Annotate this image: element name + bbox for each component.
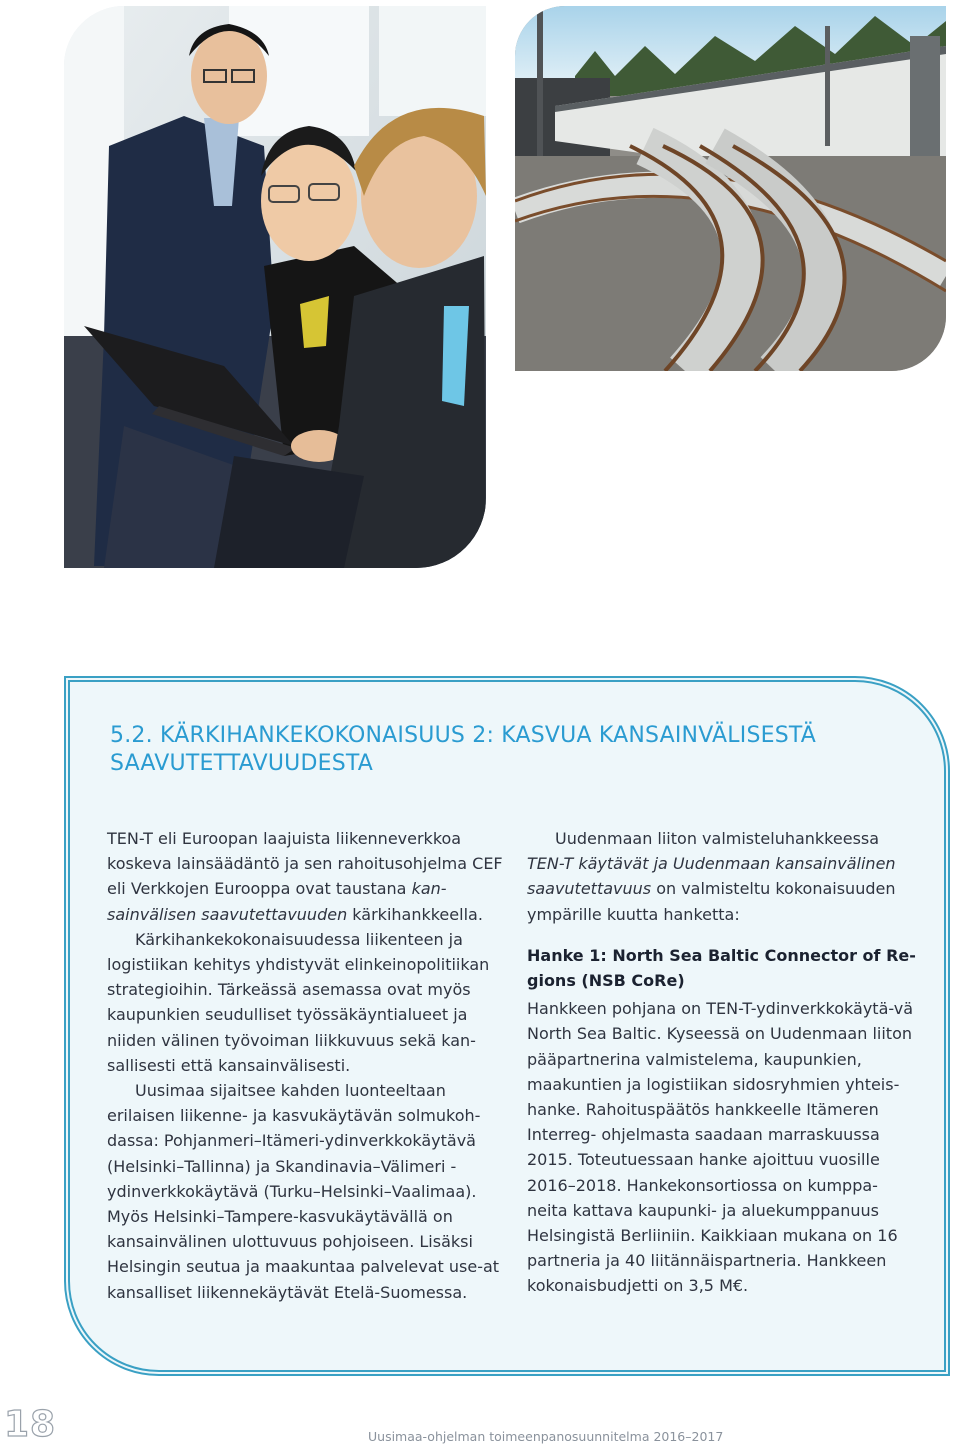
right-paragraph-1-text: Uudenmaan liiton valmisteluhankkeessa	[555, 829, 880, 848]
photo-people-with-laptop	[64, 6, 486, 568]
photo-railway-illustration	[515, 6, 946, 371]
section-title-line-1: 5.2. KÄRKIHANKEKOKONAISUUS 2: KASVUA KANSAINVÄLISESTÄ	[110, 723, 817, 748]
footer-document-title: Uusimaa-ohjelman toimeenpanosuunnitelma 2016–2017	[368, 1429, 724, 1444]
left-column	[107, 826, 507, 1305]
left-paragraph-1-end: kärkihankkeella.	[347, 904, 483, 924]
project-heading: Hanke 1: North Sea Baltic Connector of Re-gions (NSB CoRe)	[527, 945, 916, 991]
page-number: 18	[4, 1404, 57, 1445]
right-column	[527, 826, 917, 1299]
right-paragraph-1-italic: TEN-T käytävät ja Uudenmaan kansainvälinen saavutettavuus	[527, 854, 896, 899]
right-paragraph-1-end: on valmisteltu kokonaisuuden ympärille kuutta hanketta:	[527, 879, 896, 924]
left-paragraph-1	[107, 826, 507, 927]
info-box	[64, 676, 950, 1376]
section-title-line-2: SAAVUTETTAVUUDESTA	[110, 751, 374, 776]
left-paragraph-1-italic: kan-sainvälisen saavutettavuuden	[107, 879, 447, 924]
left-paragraph-1-text: TEN-T eli Euroopan laajuista liikenneverkkoa koskeva lainsäädäntö ja sen rahoitusohjelma CEF eli Verkkojen Eurooppa ovat taustana	[107, 829, 503, 899]
right-paragraph-2: Hankkeen pohjana on TEN-T-ydinverkkokäytä-vä North Sea Baltic. Kyseessä on Uudenmaan liiton pääpartnerina valmistelema, kaupunkien, maakuntien ja logistiikan sidosryhmien yhteis-hanke. Rahoituspäätös hankkeelle Itämeren Interreg- ohjelmasta saadaan marraskuussa 2015. Toteutuessaan hanke ajoittuu vuosille 2016–2018. Hankekonsortiossa on kumppa-neita kattava kaupunki- ja aluekumppanuus Helsingistä Berliiniin. Kaikkiaan mukana on 16 partneria ja 40 liitännäispartneria. Hankkeen kokonaisbudjetti on 3,5 M€.	[527, 999, 913, 1296]
left-paragraph-2: Kärkihankekokonaisuudessa liikenteen ja logistiikan kehitys yhdistyvät elinkeinopolitiikan strategioihin. Tärkeässä asemassa ovat myös kaupunkien seudulliset työssäkäyntialueet ja niiden välinen työvoiman liikkuvuus sekä kan-sallisesti että kansainvälisesti.	[107, 929, 490, 1075]
photo-people-illustration	[64, 6, 486, 568]
left-paragraph-3: Uusimaa sijaitsee kahden luonteeltaan erilaisen liikenne- ja kasvukäytävän solmukoh-dassa: Pohjanmeri–Itämeri-ydinverkkokäytävä (Helsinki–Tallinna) ja Skandinavia–Välimeri -ydinverkkokäytävä (Turku–Helsinki–Vaalimaa). Myös Helsinki–Tampere-kasvukäytävällä on kansainvälinen ulottuvuus pohjoiseen. Lisäksi Helsingin seutua ja maakuntaa palvelevat use-at kansalliset liikennekäytävät Etelä-Suomessa.	[107, 1081, 500, 1302]
photo-railway-tracks	[515, 6, 946, 371]
right-paragraph-1	[527, 826, 917, 927]
section-title	[110, 722, 890, 778]
